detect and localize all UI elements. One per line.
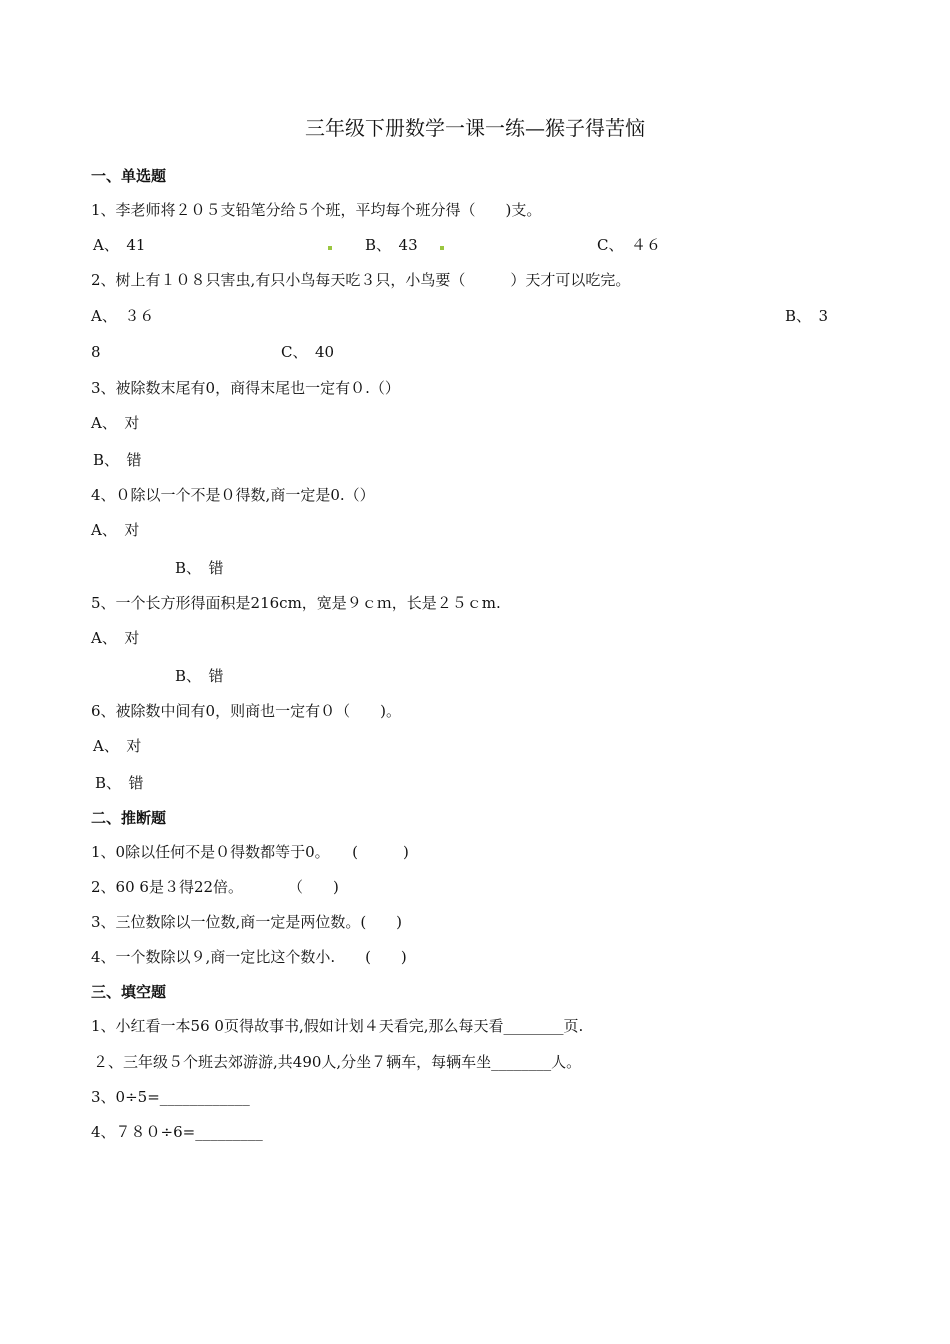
- q1-option-a: A、 41: [93, 236, 146, 254]
- question-6: 6、被除数中间有0，则商也一定有０（ )。: [91, 702, 401, 720]
- section-heading-fill-blank: 三、填空题: [91, 983, 167, 1001]
- q4-option-a: A、 对: [91, 521, 140, 539]
- q2-option-c: C、 40: [281, 343, 335, 361]
- q1-option-c: C、 ４６: [597, 236, 661, 254]
- section-heading-single-choice: 一、单选题: [91, 167, 167, 185]
- q3-option-b: B、 错: [93, 451, 142, 469]
- question-5: 5、一个长方形得面积是216cm，宽是９ｃｍ，长是２５ｃm.: [91, 594, 501, 612]
- q4-option-b: B、 错: [175, 559, 224, 577]
- page-title: 三年级下册数学一课一练—猴子得苦恼: [305, 116, 645, 140]
- question-3: 3、被除数末尾有0，商得末尾也一定有０.（）: [91, 379, 400, 397]
- q2-option-b: B、 3: [785, 307, 829, 325]
- section-heading-judgement: 二、推断题: [91, 809, 167, 827]
- judgement-item: 4、一个数除以９,商一定比这个数小. ( ): [91, 948, 407, 966]
- q6-option-b: B、 错: [95, 774, 144, 792]
- q5-option-b: B、 错: [175, 667, 224, 685]
- judgement-item: 2、60 6是３得22倍。 （ ): [91, 878, 339, 896]
- fill-blank-item: 4、７８０÷6=_________: [91, 1123, 263, 1141]
- fill-blank-item: 1、小红看一本56 0页得故事书,假如计划４天看完,那么每天看________页.: [91, 1017, 584, 1035]
- decorative-dot: [440, 246, 444, 250]
- q5-option-a: A、 对: [91, 629, 140, 647]
- q2-option-a: A、 ３６: [91, 307, 155, 325]
- q1-option-b: B、 43: [365, 236, 418, 254]
- decorative-dot: [328, 246, 332, 250]
- question-4: 4、０除以一个不是０得数,商一定是0.（）: [91, 486, 375, 504]
- judgement-item: 3、三位数除以一位数,商一定是两位数。( ): [91, 913, 403, 931]
- question-1: 1、李老师将２０５支铅笔分给５个班，平均每个班分得（ )支。: [91, 201, 542, 219]
- q6-option-a: A、 对: [93, 737, 142, 755]
- q2-option-b-continued: 8: [91, 343, 101, 361]
- fill-blank-item: 3、0÷5=____________: [91, 1088, 250, 1106]
- fill-blank-item: ２、三年级５个班去郊游游,共490人,分坐７辆车，每辆车坐________人。: [93, 1053, 582, 1071]
- judgement-item: 1、0除以任何不是０得数都等于0。 ( ): [91, 843, 409, 861]
- q3-option-a: A、 对: [91, 414, 140, 432]
- question-2: 2、树上有１０８只害虫,有只小鸟每天吃３只，小鸟要（ ）天才可以吃完。: [91, 271, 631, 289]
